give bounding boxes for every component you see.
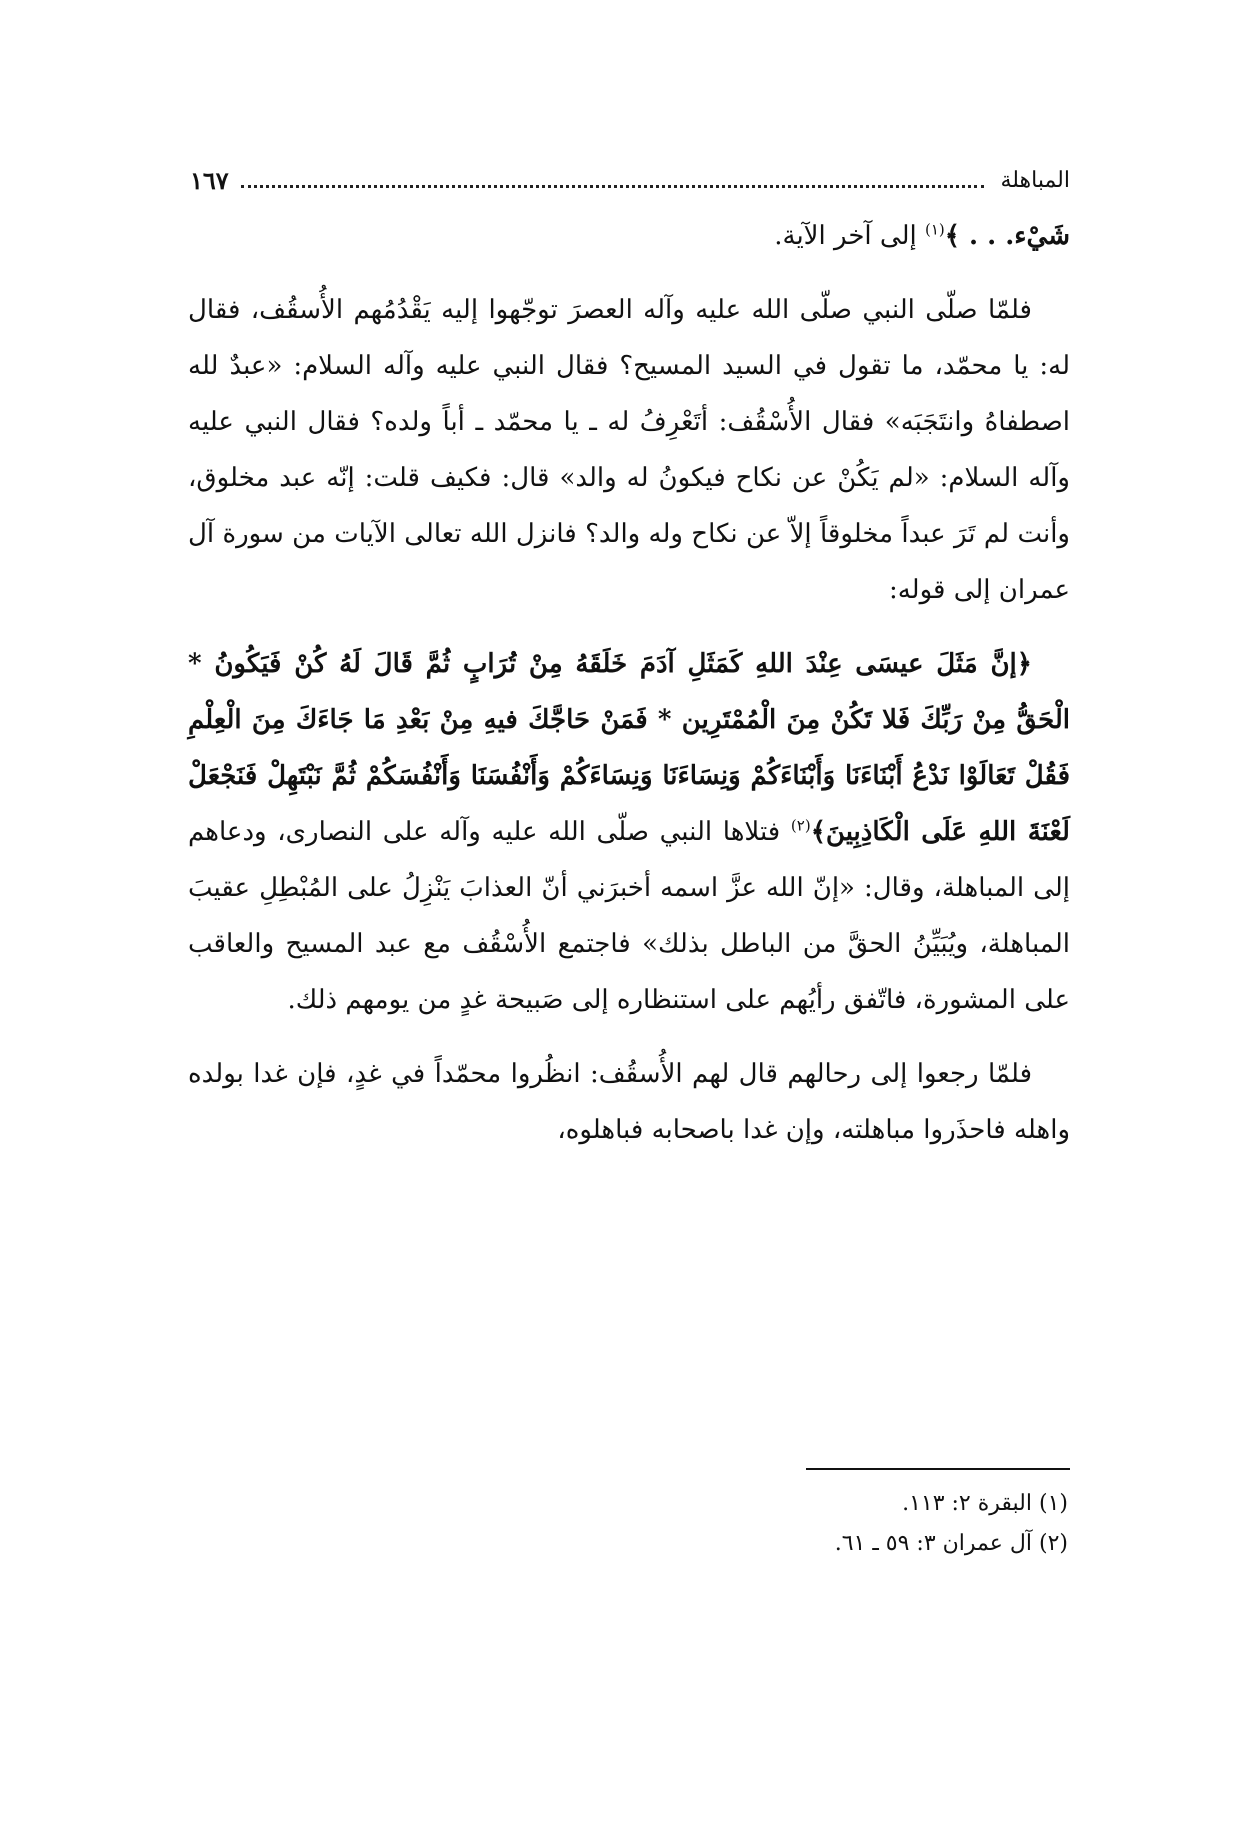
paragraph-4: فلمّا رجعوا إلى رحالهم قال لهم الأُسقُف: انظُروا محمّداً في غدٍ، فإن غدا بولده واهله فاحذَروا مباهلته، وإن غدا باصحابه فباهلوه، xyxy=(188,1059,1070,1145)
dot-leader xyxy=(241,173,985,188)
quran-verses: ﴿إنَّ مَثَلَ عيسَى عِنْدَ اللهِ كَمَثَلِ آدَمَ خَلَقَهُ مِنْ تُرَابٍ ثُمَّ قَالَ لَهُ كُنْ فَيَكُونُ * الْحَقُّ مِنْ رَبِّكَ فَلا تَكُنْ مِنَ الْمُمْتَرِين * فَمَنْ حَاجَّكَ فيهِ مِنْ بَعْدِ مَا جَاءَكَ مِنَ الْعِلْمِ فَقُلْ تَعَالَوْا نَدْعُ أَبْنَاءَنَا وَأَبْنَاءَكُمْ وَنِسَاءَنَا وَنِسَاءَكُمْ وَأَنْفُسَنَا وَأَنْفُسَكُمْ ثُمَّ نَبْتَهِلْ فَنَجْعَلْ لَعْنَةَ اللهِ عَلَى الْكَاذِبِينَ﴾ xyxy=(188,649,1070,847)
footnote-1: (١) البقرة ٢: ١١٣. xyxy=(902,1491,1068,1516)
footnote-ref-1: (١) xyxy=(924,220,945,239)
page-number: ١٦٧ xyxy=(190,165,229,195)
paragraph-1 xyxy=(188,208,1070,264)
paragraph-3 xyxy=(188,636,1070,1028)
main-text xyxy=(188,208,1070,1158)
paragraph-3-text: فتلاها النبي صلّى الله عليه وآله على النصارى، ودعاهم إلى المباهلة، وقال: «إنّ الله عزَّ اسمه أخبرَني أنّ العذابَ يَنْزِلُ على المُبْطِلِ عقيبَ المباهلة، ويُبَيِّنُ الحقَّ من الباطل بذلك» فاجتمع الأُسْقُف مع عبد المسيح والعاقب على المشورة، فاتّفق رأيُهم على استنظاره إلى صَبيحة غدٍ من يومهم ذلك. xyxy=(188,817,1070,1015)
footnote-ref-2: (٢) xyxy=(790,816,811,835)
paragraph-2: فلمّا صلّى النبي صلّى الله عليه وآله العصرَ توجّهوا إليه يَقْدُمُهم الأُسقُف، فقال له: يا محمّد، ما تقول في السيد المسيح؟ فقال النبي عليه وآله السلام: «عبدٌ لله اصطفاهُ وانتَجَبَه» فقال الأُسْقُف: أتَعْرِفُ له ـ يا محمّد ـ أباً ولده؟ فقال النبي عليه وآله السلام: «لم يَكُنْ عن نكاح فيكونُ له والد» قال: فكيف قلت: إنّه عبد مخلوق، وأنت لم تَرَ عبداً مخلوقاً إلاّ عن نكاح وله والد؟ فانزل الله تعالى الآيات من سورة آل عمران إلى قوله: xyxy=(188,295,1070,605)
footnote-2: (٢) آل عمران ٣: ٥٩ ـ ٦١. xyxy=(834,1531,1068,1556)
paragraph-1-text: إلى آخر الآية. xyxy=(774,221,925,251)
quran-verse-end: شَيْء. . . ﴾ xyxy=(944,221,1070,251)
running-head xyxy=(190,160,1070,200)
footnote-divider xyxy=(806,1468,1070,1470)
footnotes xyxy=(188,1484,1068,1564)
chapter-title: المباهلة xyxy=(1000,167,1070,193)
